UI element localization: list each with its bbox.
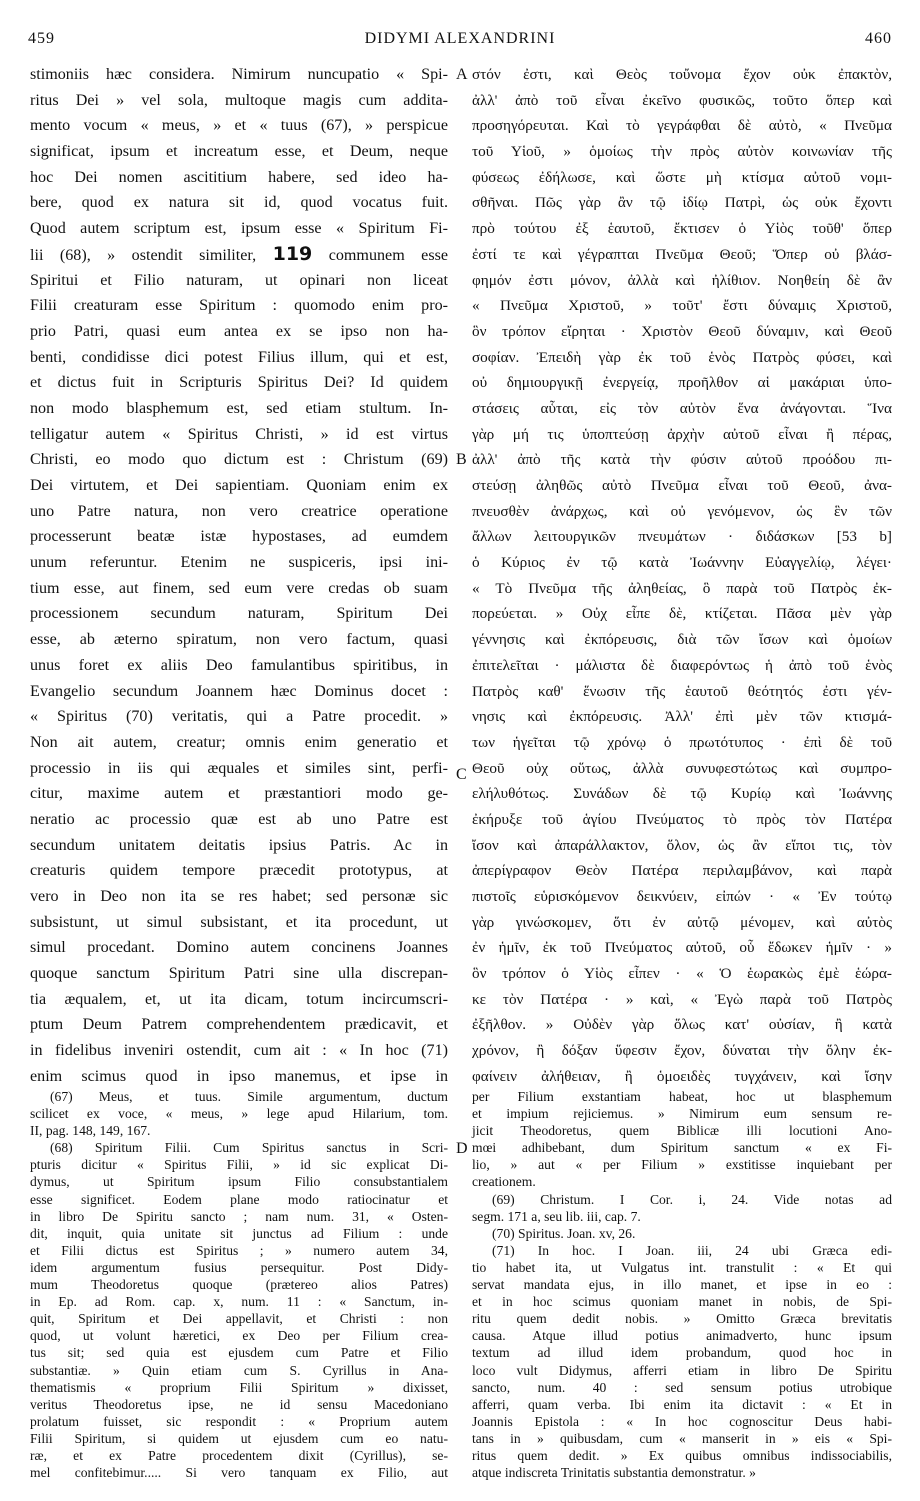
running-title: DIDYMI ALEXANDRINI: [364, 30, 556, 47]
greek-text-line: ἀλλ' ἀπὸ τοῦ εἶναι ἐκεῖνο φυσικῶς, τοῦτο ὅπερ καὶ: [472, 91, 892, 109]
latin-text-line: Quod autem scriptum est, ipsum esse « Spiritum Fi-: [30, 220, 448, 238]
footnote-line: Joannis Epistola : « In hoc cognoscitur Deus habi-: [472, 1413, 892, 1429]
footnote-line: mœi adhibebant, dum Spiritum sanctum « ex Fi-: [472, 1140, 892, 1156]
greek-text-line: οὐ δημιουργικῇ ἐνεργείᾳ, προῆλθον αἱ μακάριαι ὑπο-: [472, 374, 892, 392]
greek-text-line: « Τὸ Πνεῦμα τῆς ἀληθείας, ὃ παρὰ τοῦ Πατρὸς ἐκ-: [472, 579, 892, 597]
footnote-line: (68) Spiritum Filii. Cum Spiritus sanctus in Scri-: [50, 1140, 448, 1156]
footnote-line: loco vult Didymus, afferri etiam in libro De Spiritu: [472, 1362, 892, 1378]
latin-text-line: enim scimus quod in ipso manemus, et ipse in: [30, 1067, 448, 1085]
greek-text-line: νησις καὶ ἐκπόρευσις. Ἀλλ' ἐπὶ μὲν τῶν κτισμά-: [472, 708, 892, 726]
column-marker-number: 119: [272, 242, 313, 265]
footnote-line: in Ep. ad Rom. cap. x, num. 11 : « Sanctum, in-: [30, 1294, 448, 1310]
footnote-line: jicit Theodoretus, quem Biblicæ illi locutioni Ano-: [472, 1123, 892, 1139]
greek-text-line: ελήλυθότως. Συνάδων δὲ τῷ Κυρίῳ καὶ Ἰωάννης: [472, 785, 892, 803]
footnote-line: mel confitebimur..... Si vero tanquam ex Filio, aut: [30, 1465, 448, 1481]
footnote-line: afferri, quam verba. Ibi enim ita dictavit : « Et in: [472, 1396, 892, 1412]
greek-text-line: φημόν ἐστι μόνον, ἀλλὰ καὶ ἠλίθιον. Νοηθείη δὲ ἂν: [472, 271, 892, 289]
latin-text-line: simul procedant. Domino autem concinens Joannes: [30, 939, 448, 957]
greek-text-line: ἐν ἡμῖν, ἐκ τοῦ Πνεύματος αὐτοῦ, οὗ ἔδωκεν ἡμῖν · »: [472, 939, 892, 957]
greek-text-line: στεύσῃ ἀληθῶς αὐτὸ Πνεῦμα εἶναι τοῦ Θεοῦ, ἀνα-: [472, 477, 892, 494]
greek-text-line: ἐπιτελεῖται · μάλιστα δὲ διαφερόντως ἡ ἀπὸ τοῦ ἑνὸς: [472, 656, 892, 674]
latin-text-line: prio Patri, quasi eum antea ex se ipso non ha-: [30, 322, 448, 340]
greek-text-line: ἐκήρυξε τοῦ ἁγίου Πνεύματος τὸ πρὸς τὸν Πατέρα: [472, 810, 892, 828]
latin-text-line: Filii creaturam esse Spiritum : quomodo enim pro-: [30, 297, 448, 315]
footnote-line: atque indiscreta Trinitatis substantia demonstratur. »: [472, 1465, 756, 1481]
footnote-line: sancto, num. 40 : sed sensum potius utrobique: [472, 1379, 892, 1395]
latin-text-line: processio in iis qui æquales et similes sint, perfi-: [30, 759, 448, 777]
greek-text-line: τοῦ Υἱοῦ, » ὁμοίως τὴν πρὸς αὐτὸν κοινωνίαν τῆς: [472, 143, 892, 161]
page-number-left: 459: [28, 30, 55, 47]
footnote-line: per Filium exstantiam habeat, hoc ut blasphemum: [472, 1089, 892, 1104]
latin-column: [30, 62, 448, 1085]
greek-text-line: ἀλλ' ἀπὸ τῆς κατὰ τὴν φύσιν αὐτοῦ προόδου πι-: [472, 451, 892, 469]
footnote-line: esse significet. Eodem plane modo ratiocinatur et: [30, 1191, 448, 1207]
footnote-line: dit, inquit, quia unitate sit junctus ad Filium : unde: [30, 1225, 448, 1241]
footnote-line: quit, Spiritum et Dei appellavit, et Christi : non: [30, 1311, 448, 1327]
latin-text-line: tia æqualem, et, ut ita dicam, totum incircumscri-: [30, 990, 448, 1008]
margin-letter-b: B: [456, 451, 467, 468]
latin-text-line: Evangelio secundum Joannem hæc Dominus docet :: [30, 682, 448, 700]
footnote-line: tans in » quibusdam, cum « manserit in » eis « Spi-: [472, 1430, 892, 1446]
greek-text-line: φαίνειν ἀλήθειαν, ἢ ὁμοειδὲς τυγχάνειν, καὶ ἴσην: [472, 1067, 892, 1085]
greek-text-line: χρόνον, ἢ δόξαν ὕφεσιν ἔχον, δύναται τὴν ὅλην ἐκ-: [472, 1042, 892, 1060]
footnote-line: ritus quem dedit. » Ex quibus omnibus indissociabilis,: [472, 1447, 892, 1463]
greek-text-line: φύσεως ἐδήλωσε, καὶ ὥστε μὴ κτίσμα αὐτοῦ νομι-: [472, 168, 892, 186]
latin-text-line: significat, ipsum et increatum esse, et Deum, neque: [30, 143, 448, 161]
margin-letter-d: D: [456, 1140, 468, 1157]
latin-text-line: mento vocum « meus, » et « tuus (67), » perspicue: [30, 117, 448, 135]
latin-text-line: unum referuntur. Etenim ne suspiceris, ipsi ini-: [30, 554, 448, 572]
latin-text-line: unus foret ex aliis Deo famulantibus spiritibus, in: [30, 656, 448, 674]
greek-text-line: πορεύεται. » Οὐχ εἶπε δὲ, κτίζεται. Πᾶσα μὲν γὰρ: [472, 605, 892, 623]
greek-text-line: πιστοῖς εὑρισκόμενον δεικνύειν, εἰπών · « Ἐν τούτῳ: [472, 888, 892, 905]
footnote-line: lio, » aut « per Filium » exstitisse inquiebant per: [472, 1157, 892, 1173]
latin-text-line: stimoniis hæc considera. Nimirum nuncupatio « Spi-: [30, 66, 448, 83]
greek-text-line: ὃν τρόπον εἴρηται · Χριστὸν Θεοῦ δύναμιν, καὶ Θεοῦ: [472, 322, 892, 340]
footnote-line: pturis dicitur « Spiritus Filii, » id sic explicat Di-: [30, 1157, 448, 1173]
latin-text-line: « Spiritus (70) veritatis, qui a Patre procedit. »: [30, 708, 448, 726]
footnote-line: (71) In hoc. I Joan. iii, 24 ubi Græca edi-: [492, 1242, 892, 1258]
latin-text-line: in fidelibus inveniri ostendit, cum ait : « In hoc (71): [30, 1042, 448, 1060]
greek-text-line: ὁ Κύριος ἐν τῷ κατὰ Ἰωάννην Εὐαγγελίῳ, λέγει·: [472, 554, 892, 572]
footnotes-right: [472, 1088, 892, 1498]
footnote-line: tus sit; sed quia est ejusdem cum Patre et Filio: [30, 1345, 448, 1361]
footnote-line: et impium rejiciemus. » Nimirum eum sensum re-: [472, 1106, 892, 1122]
footnote-line: quod, ut volunt hæretici, ex Deo per Filium crea-: [30, 1328, 448, 1344]
footnote-line: veritus Theodoretus ipse, ne id sensu Macedoniano: [30, 1396, 448, 1412]
latin-text-line: vero in Deo non ita se res habet; sed personæ sic: [30, 888, 448, 905]
footnote-line: (69) Christum. I Cor. i, 24. Vide notas ad: [492, 1191, 892, 1207]
running-header: [28, 30, 892, 52]
footnote-line: mum Theodoretus quoque (prætereo alios Patres): [30, 1277, 448, 1293]
footnote-line: scilicet ex voce, « meus, » lege apud Hilarium, tom.: [30, 1106, 448, 1122]
greek-text-line: κε τὸν Πατέρα · » καὶ, « Ἐγὼ παρὰ τοῦ Πατρὸς: [472, 990, 892, 1008]
latin-text-line: Christi, eo modo quo dictum est : Christum (69): [30, 451, 448, 469]
latin-text-line: lii (68), » ostendit similiter, 119 communem esse: [30, 242, 448, 265]
greek-text-line: προσηγόρευται. Καὶ τὸ γεγράφθαι δὲ αὐτὸ, « Πνεῦμα: [472, 117, 892, 135]
greek-text-line: « Πνεῦμα Χριστοῦ, » τοῦτ' ἔστι δύναμις Χριστοῦ,: [472, 297, 892, 315]
greek-text-line: πρὸ τούτου ἐξ ἑαυτοῦ, ἔκτισεν ὁ Υἱὸς τοῦθ' ὅπερ: [472, 220, 892, 238]
latin-text-line: telligatur autem « Spiritus Christi, » id est virtus: [30, 425, 448, 443]
latin-text-line: ritus Dei » vel sola, multoque magis cum addita-: [30, 91, 448, 109]
greek-text-line: ἄλλων λειτουργικῶν πνευμάτων · διδάσκων [53 b]: [472, 528, 892, 546]
footnote-line: (67) Meus, et tuus. Simile argumentum, ductum: [50, 1089, 448, 1104]
footnote-line: (70) Spiritus. Joan. xv, 26.: [492, 1225, 636, 1241]
latin-text-line: Dei virtutem, et Dei sapientiam. Quoniam enim ex: [30, 477, 448, 494]
greek-text-line: ἐξῆλθον. » Οὐδὲν γὰρ ὅλως κατ' οὐσίαν, ἢ κατὰ: [472, 1016, 892, 1034]
footnote-line: II, pag. 148, 149, 167.: [30, 1123, 151, 1139]
greek-text-line: ἀπερίγραφον Θεὸν Πατέρα περιλαμβάνον, καὶ παρὰ: [472, 862, 892, 880]
footnotes-left: [30, 1088, 448, 1498]
footnote-line: in libro De Spiritu sancto ; nam num. 31, « Osten-: [30, 1208, 448, 1224]
greek-text-line: πνευσθὲν ἀνάρχως, καὶ οὐ γενόμενον, ὡς ἓν τῶν: [472, 502, 892, 520]
greek-column: [472, 62, 892, 1085]
greek-text-line: των ἡγεῖται τῷ χρόνῳ ὁ πρωτότυπος · ἐπὶ δὲ τοῦ: [472, 733, 892, 751]
latin-text-line: non modo blasphemum est, sed etiam stultum. In-: [30, 399, 448, 417]
latin-text-line: subsistunt, ut simul subsistant, et ita procedunt, ut: [30, 913, 448, 931]
latin-text-line: esse, ab æterno spiratum, non vero factum, quasi: [30, 631, 448, 649]
latin-text-line: benti, condidisse dici potest Filius illum, qui et est,: [30, 348, 448, 366]
latin-text-line: quoque sanctum Spiritum Patri sine ulla discrepan-: [30, 965, 448, 983]
greek-text-line: στάσεις αὗται, εἰς τὸν αὐτὸν ἕνα ἀνάγονται. Ἵνα: [472, 399, 892, 417]
latin-text-line: et dictus fuit in Scripturis Spiritus Dei? Id quidem: [30, 374, 448, 392]
footnote-line: textum ad illud idem probandum, quod hoc in: [472, 1345, 892, 1361]
footnote-line: thematismis « proprium Filii Spiritum » dixisset,: [30, 1379, 448, 1395]
greek-text-line: στόν ἐστι, καὶ Θεὸς τοὔνομα ἔχον οὐκ ἐπακτὸν,: [472, 66, 892, 83]
latin-text-line: secundum unitatem deitatis ipsius Patris. Ac in: [30, 836, 448, 854]
latin-text-line: bere, quod ex natura sit id, quod vocatus fuit.: [30, 194, 448, 212]
greek-text-line: γὰρ γινώσκομεν, ὅτι ἐν αὐτῷ μένομεν, καὶ αὐτὸς: [472, 913, 892, 931]
latin-text-line: ptum Deum Patrem comprehendentem prædicavit, et: [30, 1016, 448, 1034]
latin-text-line: neratio ac processio quæ est ab uno Patre est: [30, 810, 448, 828]
latin-text-line: tium esse, aut finem, sed eum vere credas ob suam: [30, 579, 448, 597]
latin-text-line: Spiritui et Filio naturam, ut opinari non liceat: [30, 271, 448, 289]
greek-text-line: ὃν τρόπον ὁ Υἱὸς εἶπεν · « Ὁ ἑωρακὼς ἐμὲ ἑώρα-: [472, 965, 892, 983]
margin-letter-a: A: [456, 66, 468, 83]
greek-text-line: σοφίαν. Ἐπειδὴ γὰρ ἐκ τοῦ ἑνὸς Πατρὸς φύσει, καὶ: [472, 348, 892, 366]
greek-text-line: Θεοῦ οὐχ οὕτως, ἀλλὰ συνυφεστώτως καὶ συμπρο-: [472, 759, 892, 777]
footnote-line: creationem.: [472, 1174, 536, 1190]
footnote-line: dymus, ut Spiritum ipsum Filio consubstantialem: [30, 1174, 448, 1190]
greek-text-line: ἐστί τε καὶ γέγραπται Πνεῦμα Θεοῦ; Ὅπερ οὐ βλάσ-: [472, 245, 892, 263]
margin-letter-c: C: [456, 766, 467, 783]
latin-text-line: citur, maxime autem et præstantiori modo ge-: [30, 785, 448, 803]
greek-text-line: Πατρὸς καθ' ἕνωσιν τῆς ἑαυτοῦ θεότητός ἐστι γέν-: [472, 682, 892, 700]
greek-text-line: σθῆναι. Πῶς γὰρ ἂν τῷ ἰδίῳ Πατρὶ, ὡς οὐκ ἔχοντι: [472, 194, 892, 212]
footnote-line: ritu quem dedit nobis. » Omitto Græca brevitatis: [472, 1311, 892, 1327]
page-number-right: 460: [865, 30, 892, 47]
footnote-line: et Filii dictus est Spiritus ; » numero autem 34,: [30, 1242, 448, 1258]
footnote-line: Filii Spiritum, si quidem ut ejusdem cum eo natu-: [30, 1430, 448, 1446]
latin-text-line: Non ait autem, creatur; omnis enim generatio et: [30, 733, 448, 751]
footnote-line: ræ, et ex Patre procedentem dixit (Cyrillus), se-: [30, 1447, 448, 1463]
footnote-line: prolatum fuisset, sic respondit : « Proprium autem: [30, 1413, 448, 1429]
footnote-line: et in hoc scimus quoniam manet in nobis, de Spi-: [472, 1294, 892, 1310]
footnote-line: tio habet ita, ut Vulgatus int. transtulit : « Et qui: [472, 1259, 892, 1275]
greek-text-line: γὰρ μή τις ὑποπτεύσῃ ἀρχὴν αὐτοῦ εἶναι ἢ πέρας,: [472, 425, 892, 443]
latin-text-line: creaturis quidem tempore præcedit prototypus, at: [30, 862, 448, 880]
latin-text-line: processionem secundum naturam, Spiritum Dei: [30, 605, 448, 623]
footnote-line: idem argumentum fusius persequitur. Post Didy-: [30, 1259, 448, 1275]
latin-text-line: hoc Dei nomen ascititium habere, sed ideo ha-: [30, 168, 448, 186]
greek-text-line: ἴσον καὶ ἀπαράλλακτον, ὅλον, ὡς ἂν εἴποι τις, τὸν: [472, 836, 892, 854]
latin-text-line: uno Patre natura, non vero creatrice operatione: [30, 502, 448, 520]
footnote-line: servat mandata ejus, in illo manet, et ipse in eo :: [472, 1277, 892, 1293]
footnote-line: substantiæ. » Quin etiam cum S. Cyrillus in Ana-: [30, 1362, 448, 1378]
footnote-line: causa. Atque illud potius animadverto, hunc ipsum: [472, 1328, 892, 1344]
footnote-line: segm. 171 a, seu lib. iii, cap. 7.: [472, 1208, 641, 1224]
latin-text-line: processerunt beatæ istæ hypostases, ad eumdem: [30, 528, 448, 546]
greek-text-line: γέννησις καὶ ἐκπόρευσις, διὰ τῶν ἴσων καὶ ὁμοίων: [472, 631, 892, 649]
